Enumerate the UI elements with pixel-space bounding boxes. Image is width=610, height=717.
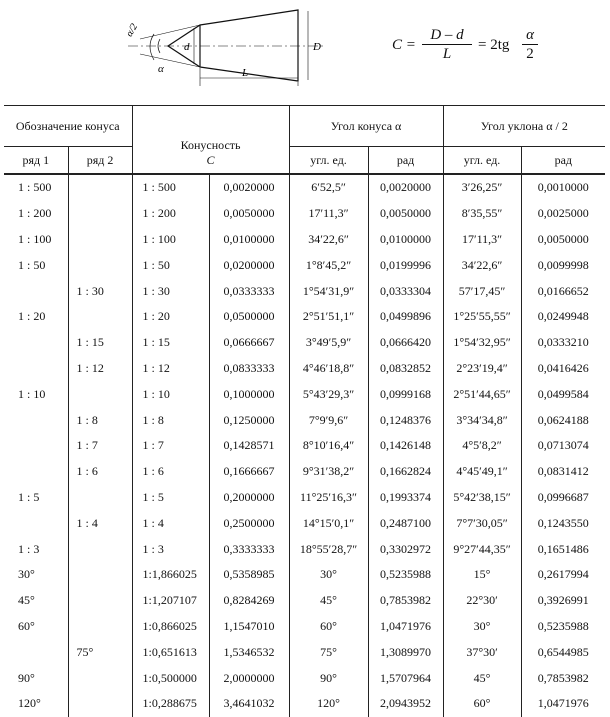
conicity-value-cell: 0,0050000 xyxy=(209,201,289,227)
slope-angle-rad-header: рад xyxy=(521,147,605,175)
slope-angle-rad-cell: 0,0624188 xyxy=(521,407,605,433)
slope-angle-rad-cell: 0,5235988 xyxy=(521,614,605,640)
cone-table xyxy=(4,105,605,717)
conicity-ratio-cell: 1 : 7 xyxy=(132,433,209,459)
row2-cell: 1 : 4 xyxy=(68,510,132,536)
table-row xyxy=(4,562,605,588)
slope-angle-rad-cell: 0,0099998 xyxy=(521,252,605,278)
row1-cell: 45° xyxy=(18,593,35,608)
slope-angle-deg-header: угл. ед. xyxy=(443,147,521,175)
slope-angle-rad-cell: 0,0713074 xyxy=(521,433,605,459)
cone-angle-deg-cell: 34′22,6″ xyxy=(289,227,368,253)
row1-header: ряд 1 xyxy=(4,147,68,175)
row2-cell xyxy=(68,485,132,511)
table-row xyxy=(4,252,605,278)
cone-angle-rad-cell: 0,0020000 xyxy=(368,174,443,201)
cone-angle-rad-header: рад xyxy=(368,147,443,175)
slope-angle-rad-cell: 0,6544985 xyxy=(521,639,605,665)
apex-extension-top xyxy=(140,25,200,39)
row1-cell: 60° xyxy=(18,618,35,633)
row2-cell xyxy=(68,665,132,691)
row2-cell xyxy=(68,691,132,717)
cone-angle-deg-header: угл. ед. xyxy=(289,147,368,175)
conicity-ratio-cell: 1 : 15 xyxy=(132,330,209,356)
cone-angle-rad-cell: 0,1248376 xyxy=(368,407,443,433)
cone-angle-rad-cell: 0,0999168 xyxy=(368,381,443,407)
conicity-ratio-cell: 1 : 30 xyxy=(132,278,209,304)
row1-cell: 30° xyxy=(18,567,35,582)
cone-angle-rad-cell: 1,3089970 xyxy=(368,639,443,665)
conicity-ratio-cell: 1 : 6 xyxy=(132,459,209,485)
slope-angle-rad-cell: 0,0499584 xyxy=(521,381,605,407)
conicity-value-cell: 0,1000000 xyxy=(209,381,289,407)
row2-cell xyxy=(68,201,132,227)
cone-angle-deg-cell: 17′11,3″ xyxy=(289,201,368,227)
cone-angle-rad-cell: 1,5707964 xyxy=(368,665,443,691)
slope-angle-deg-cell: 37°30′ xyxy=(443,639,521,665)
table-row xyxy=(4,433,605,459)
conicity-header xyxy=(132,106,289,175)
slope-angle-header: Угол уклона α / 2 xyxy=(443,106,605,147)
row2-header: ряд 2 xyxy=(68,147,132,175)
conicity-value-cell: 0,0020000 xyxy=(209,174,289,201)
row2-cell: 1 : 8 xyxy=(68,407,132,433)
slope-angle-deg-cell: 3°34′34,8″ xyxy=(443,407,521,433)
slope-angle-deg-cell: 3′26,25″ xyxy=(443,174,521,201)
row1-cell: 1 : 50 xyxy=(18,257,46,272)
slope-angle-rad-cell: 0,1243550 xyxy=(521,510,605,536)
cone-angle-rad-cell: 2,0943952 xyxy=(368,691,443,717)
row2-cell xyxy=(68,304,132,330)
row1-cell xyxy=(4,407,68,433)
cone-angle-deg-cell: 8°10′16,4″ xyxy=(289,433,368,459)
slope-angle-deg-cell: 45° xyxy=(443,665,521,691)
slope-angle-rad-cell: 1,0471976 xyxy=(521,691,605,717)
conicity-value-cell: 0,0100000 xyxy=(209,227,289,253)
row1-cell: 1 : 3 xyxy=(18,541,40,556)
cone-angle-deg-cell: 90° xyxy=(289,665,368,691)
cone-angle-deg-cell: 9°31′38,2″ xyxy=(289,459,368,485)
formula-numerator: D – d xyxy=(422,26,472,45)
slope-angle-rad-cell: 0,3926991 xyxy=(521,588,605,614)
slope-angle-deg-cell: 22°30′ xyxy=(443,588,521,614)
conicity-ratio-cell: 1:0,288675 xyxy=(132,691,209,717)
table-body xyxy=(4,174,605,717)
slope-angle-deg-cell: 8′35,55″ xyxy=(443,201,521,227)
conicity-value-cell: 2,0000000 xyxy=(209,665,289,691)
row2-cell xyxy=(68,252,132,278)
table-row xyxy=(4,665,605,691)
conicity-ratio-cell: 1 : 20 xyxy=(132,304,209,330)
slope-angle-rad-cell: 0,0050000 xyxy=(521,227,605,253)
cone-angle-rad-cell: 0,1993374 xyxy=(368,485,443,511)
slope-angle-deg-cell: 57′17,45″ xyxy=(443,278,521,304)
d-label: d xyxy=(184,41,190,53)
slope-angle-rad-cell: 0,0996687 xyxy=(521,485,605,511)
row1-cell: 1 : 10 xyxy=(18,386,46,401)
conicity-ratio-cell: 1:0,866025 xyxy=(132,614,209,640)
formula-angle-denominator: 2 xyxy=(526,46,534,62)
cone-angle-deg-cell: 11°25′16,3″ xyxy=(289,485,368,511)
conicity-ratio-cell: 1:0,500000 xyxy=(132,665,209,691)
row2-cell xyxy=(68,614,132,640)
conicity-ratio-cell: 1 : 500 xyxy=(132,174,209,201)
slope-angle-rad-cell: 0,0249948 xyxy=(521,304,605,330)
formula-mid: = 2tg xyxy=(478,37,510,53)
conicity-ratio-cell: 1 : 10 xyxy=(132,381,209,407)
row1-cell xyxy=(4,330,68,356)
cone-angle-deg-cell: 120° xyxy=(289,691,368,717)
conicity-value-cell: 0,1666667 xyxy=(209,459,289,485)
slope-angle-deg-cell: 4°5′8,2″ xyxy=(443,433,521,459)
conicity-formula xyxy=(392,26,602,70)
cone-angle-rad-cell: 0,0333304 xyxy=(368,278,443,304)
table-row xyxy=(4,691,605,717)
conicity-value-cell: 0,3333333 xyxy=(209,536,289,562)
row1-cell: 1 : 200 xyxy=(18,206,52,221)
table-row xyxy=(4,588,605,614)
row1-cell xyxy=(4,459,68,485)
slope-angle-rad-cell: 0,0025000 xyxy=(521,201,605,227)
table-row xyxy=(4,330,605,356)
table-row xyxy=(4,510,605,536)
cone-angle-rad-cell: 0,0499896 xyxy=(368,304,443,330)
cone-diagram xyxy=(120,6,330,92)
table-row xyxy=(4,227,605,253)
conicity-ratio-cell: 1:0,651613 xyxy=(132,639,209,665)
cone-angle-deg-cell: 4°46′18,8″ xyxy=(289,356,368,382)
row2-cell: 1 : 15 xyxy=(68,330,132,356)
conicity-value-cell: 0,2000000 xyxy=(209,485,289,511)
conicity-ratio-cell: 1 : 50 xyxy=(132,252,209,278)
formula-fraction xyxy=(422,26,472,63)
row1-cell: 1 : 5 xyxy=(18,489,40,504)
designation-header: Обозначение конуса xyxy=(4,106,132,147)
row2-cell xyxy=(68,588,132,614)
table-row xyxy=(4,278,605,304)
cone-angle-deg-cell: 45° xyxy=(289,588,368,614)
slope-angle-deg-cell: 2°23′19,4″ xyxy=(443,356,521,382)
cone-angle-rad-cell: 0,0100000 xyxy=(368,227,443,253)
slope-angle-deg-cell: 5°42′38,15″ xyxy=(443,485,521,511)
cone-angle-deg-cell: 30° xyxy=(289,562,368,588)
table-row xyxy=(4,174,605,201)
cone-angle-rad-cell: 0,7853982 xyxy=(368,588,443,614)
row1-cell xyxy=(4,278,68,304)
slope-angle-deg-cell: 17′11,3″ xyxy=(443,227,521,253)
conicity-symbol: C xyxy=(206,153,215,167)
row1-cell: 120° xyxy=(18,696,41,711)
slope-angle-deg-cell: 60° xyxy=(443,691,521,717)
row2-cell xyxy=(68,227,132,253)
conicity-value-cell: 0,1250000 xyxy=(209,407,289,433)
slope-angle-rad-cell: 0,7853982 xyxy=(521,665,605,691)
cone-angle-rad-cell: 1,0471976 xyxy=(368,614,443,640)
slope-angle-deg-cell: 7°7′30,05″ xyxy=(443,510,521,536)
row2-cell: 75° xyxy=(68,639,132,665)
conicity-value-cell: 0,2500000 xyxy=(209,510,289,536)
conicity-ratio-cell: 1 : 8 xyxy=(132,407,209,433)
conicity-value-cell: 0,0666667 xyxy=(209,330,289,356)
row1-cell: 1 : 20 xyxy=(18,309,46,324)
slope-angle-deg-cell: 30° xyxy=(443,614,521,640)
cone-angle-deg-cell: 75° xyxy=(289,639,368,665)
table-row xyxy=(4,459,605,485)
conicity-ratio-cell: 1 : 3 xyxy=(132,536,209,562)
conicity-ratio-cell: 1 : 5 xyxy=(132,485,209,511)
slope-angle-deg-cell: 2°51′44,65″ xyxy=(443,381,521,407)
slope-angle-rad-cell: 0,2617994 xyxy=(521,562,605,588)
conicity-ratio-cell: 1 : 100 xyxy=(132,227,209,253)
row1-cell xyxy=(4,510,68,536)
cone-angle-rad-cell: 0,0832852 xyxy=(368,356,443,382)
conicity-value-cell: 3,4641032 xyxy=(209,691,289,717)
cone-angle-rad-cell: 0,0050000 xyxy=(368,201,443,227)
cone-angle-deg-cell: 60° xyxy=(289,614,368,640)
cone-angle-rad-cell: 0,1426148 xyxy=(368,433,443,459)
table-row xyxy=(4,407,605,433)
cone-angle-deg-cell: 5°43′29,3″ xyxy=(289,381,368,407)
conicity-value-cell: 1,1547010 xyxy=(209,614,289,640)
row1-cell: 1 : 500 xyxy=(18,180,52,195)
cone-angle-deg-cell: 14°15′0,1″ xyxy=(289,510,368,536)
conicity-value-cell: 1,5346532 xyxy=(209,639,289,665)
row2-cell: 1 : 30 xyxy=(68,278,132,304)
row2-cell: 1 : 6 xyxy=(68,459,132,485)
conicity-value-cell: 0,0333333 xyxy=(209,278,289,304)
row1-cell xyxy=(4,639,68,665)
table-row xyxy=(4,381,605,407)
slope-angle-deg-cell: 1°25′55,55″ xyxy=(443,304,521,330)
L-label: L xyxy=(242,67,249,79)
slope-angle-deg-cell: 4°45′49,1″ xyxy=(443,459,521,485)
row2-cell xyxy=(68,562,132,588)
table-row xyxy=(4,304,605,330)
formula-lhs: C = xyxy=(392,37,416,53)
slope-angle-deg-cell: 1°54′32,95″ xyxy=(443,330,521,356)
conicity-ratio-cell: 1 : 12 xyxy=(132,356,209,382)
cone-angle-header: Угол конуса α xyxy=(289,106,443,147)
row2-cell xyxy=(68,174,132,201)
slope-angle-rad-cell: 0,0333210 xyxy=(521,330,605,356)
table-row xyxy=(4,201,605,227)
alpha-half-label: α/2 xyxy=(124,21,141,39)
row2-cell: 1 : 7 xyxy=(68,433,132,459)
slope-angle-rad-cell: 0,1651486 xyxy=(521,536,605,562)
conicity-ratio-cell: 1:1,207107 xyxy=(132,588,209,614)
slope-angle-deg-cell: 34′22,6″ xyxy=(443,252,521,278)
cone-angle-rad-cell: 0,0199996 xyxy=(368,252,443,278)
cone-angle-deg-cell: 1°54′31,9″ xyxy=(289,278,368,304)
slope-angle-rad-cell: 0,0166652 xyxy=(521,278,605,304)
formula-denominator: L xyxy=(442,46,452,62)
slope-angle-deg-cell: 15° xyxy=(443,562,521,588)
slope-angle-rad-cell: 0,0831412 xyxy=(521,459,605,485)
row1-cell: 90° xyxy=(18,670,35,685)
conicity-value-cell: 0,1428571 xyxy=(209,433,289,459)
cone-angle-rad-cell: 0,3302972 xyxy=(368,536,443,562)
formula-angle-numerator: α xyxy=(522,26,538,45)
conicity-value-cell: 0,0833333 xyxy=(209,356,289,382)
cone-angle-deg-cell: 6′52,5″ xyxy=(289,174,368,201)
D-label: D xyxy=(313,41,321,53)
slope-angle-deg-cell: 9°27′44,35″ xyxy=(443,536,521,562)
cone-angle-deg-cell: 7°9′9,6″ xyxy=(289,407,368,433)
formula-angle-fraction xyxy=(522,26,538,63)
table-row xyxy=(4,639,605,665)
conicity-ratio-cell: 1 : 200 xyxy=(132,201,209,227)
slope-angle-rad-cell: 0,0010000 xyxy=(521,174,605,201)
cone-angle-rad-cell: 0,2487100 xyxy=(368,510,443,536)
row2-cell xyxy=(68,381,132,407)
conicity-value-cell: 0,0200000 xyxy=(209,252,289,278)
table-row xyxy=(4,614,605,640)
cone-angle-deg-cell: 18°55′28,7″ xyxy=(289,536,368,562)
conicity-value-cell: 0,8284269 xyxy=(209,588,289,614)
row2-cell: 1 : 12 xyxy=(68,356,132,382)
row1-cell xyxy=(4,433,68,459)
row1-cell: 1 : 100 xyxy=(18,231,52,246)
table-row xyxy=(4,536,605,562)
alpha-label: α xyxy=(158,63,164,75)
row2-cell xyxy=(68,536,132,562)
cone-angle-deg-cell: 3°49′5,9″ xyxy=(289,330,368,356)
cone-angle-rad-cell: 0,1662824 xyxy=(368,459,443,485)
conicity-ratio-cell: 1:1,866025 xyxy=(132,562,209,588)
table-row xyxy=(4,485,605,511)
conicity-title: Конусность xyxy=(180,138,241,152)
cone-angle-rad-cell: 0,5235988 xyxy=(368,562,443,588)
cone-angle-rad-cell: 0,0666420 xyxy=(368,330,443,356)
row1-cell xyxy=(4,356,68,382)
slope-angle-rad-cell: 0,0416426 xyxy=(521,356,605,382)
cone-angle-deg-cell: 2°51′51,1″ xyxy=(289,304,368,330)
conicity-value-cell: 0,5358985 xyxy=(209,562,289,588)
cone-angle-deg-cell: 1°8′45,2″ xyxy=(289,252,368,278)
table-row xyxy=(4,356,605,382)
conicity-ratio-cell: 1 : 4 xyxy=(132,510,209,536)
conicity-value-cell: 0,0500000 xyxy=(209,304,289,330)
